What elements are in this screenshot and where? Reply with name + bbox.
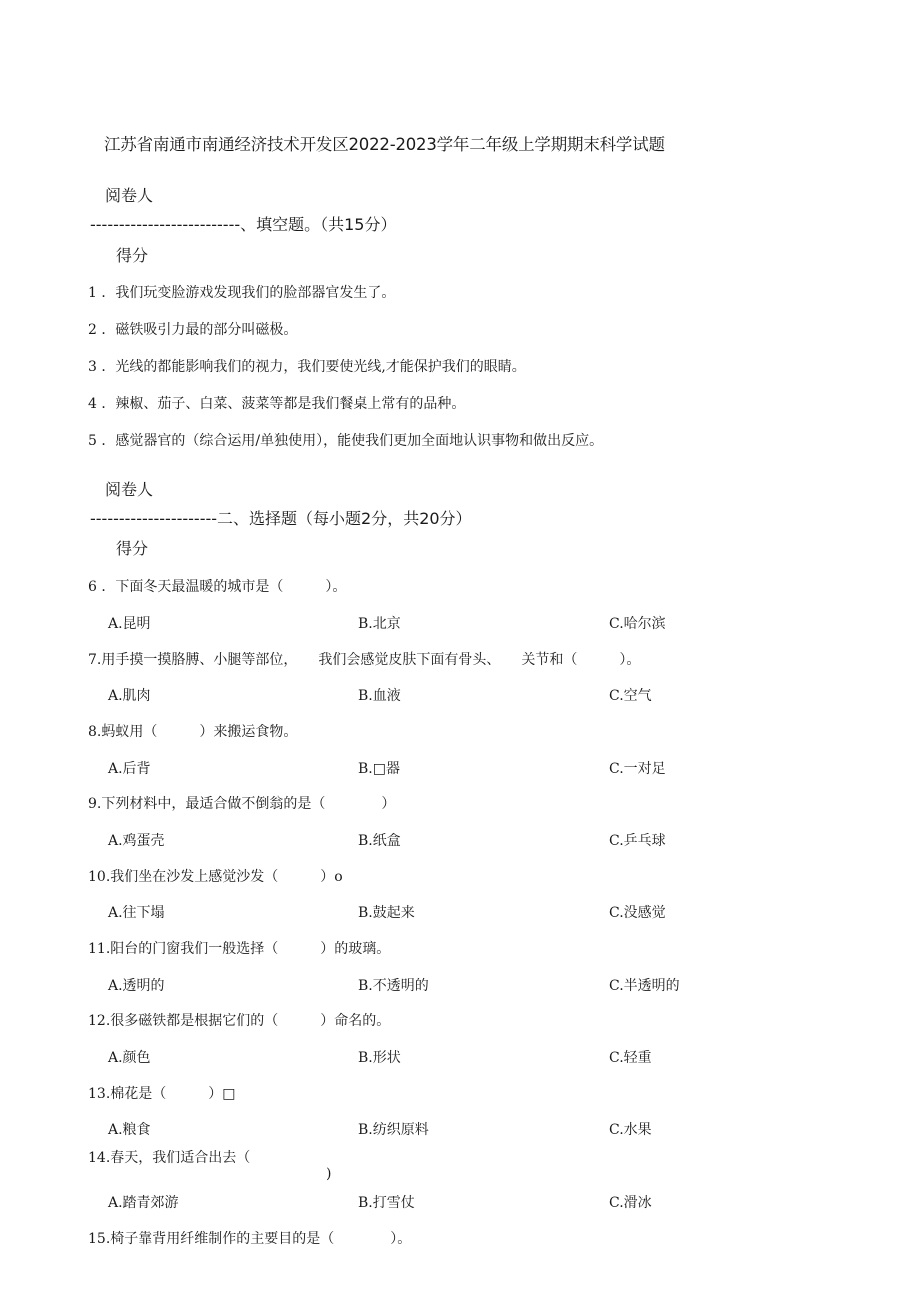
q10-option-c: C.没感觉 [609, 905, 666, 921]
q8-option-b: B.□器 [358, 761, 400, 777]
question-14: 14.春天，我们适合出去（ [88, 1150, 251, 1166]
q7-option-b: B.血液 [358, 688, 401, 704]
question-6: 6 ．下面冬天最温暖的城市是（ ）。 [88, 579, 347, 595]
question-13: 13.棉花是（ ）□ [88, 1086, 236, 1102]
q11-option-b: B.不透明的 [358, 978, 429, 994]
question-11: 11.阳台的门窗我们一般选择（ ）的玻璃。 [88, 941, 391, 957]
score-label-2: 得分 [116, 539, 149, 558]
q11-option-a: A.透明的 [108, 978, 165, 994]
score-label-1: 得分 [116, 246, 149, 265]
question-2: 2 ．磁铁吸引力最的部分叫磁极。 [88, 322, 298, 338]
question-7: 7.用手摸一摸胳膊、小腿等部位， 我们会感觉皮肤下面有骨头、 关节和（ ）。 [88, 652, 641, 668]
q14-option-a: A.踏青郊游 [108, 1195, 179, 1211]
q10-option-a: A.往下塌 [108, 905, 165, 921]
question-3: 3 ．光线的都能影响我们的视力，我们要使光线,才能保护我们的眼睛。 [88, 359, 526, 375]
q13-option-c: C.水果 [609, 1122, 652, 1138]
q9-option-c: C.乒乓球 [609, 833, 666, 849]
question-10: 10.我们坐在沙发上感觉沙发（ ）o [88, 869, 343, 885]
q7-option-c: C.空气 [609, 688, 652, 704]
question-15: 15.椅子靠背用纤维制作的主要目的是（ ）。 [88, 1231, 412, 1247]
q9-option-a: A.鸡蛋壳 [108, 833, 165, 849]
question-1: 1 ．我们玩变脸游戏发现我们的脸部器官发生了。 [88, 285, 396, 301]
section-heading-1: --------------------------、填空题。（共15分） [90, 215, 397, 234]
q8-option-a: A.后背 [108, 761, 151, 777]
q6-option-c: C.哈尔滨 [609, 616, 666, 632]
q12-option-c: C.轻重 [609, 1050, 652, 1066]
question-12: 12.很多磁铁都是根据它们的（ ）命名的。 [88, 1013, 391, 1029]
q13-option-b: B.纺织原料 [358, 1122, 429, 1138]
q11-option-c: C.半透明的 [609, 978, 680, 994]
question-14-close-paren: ) [326, 1166, 332, 1182]
q10-option-b: B.鼓起来 [358, 905, 415, 921]
q14-option-c: C.滑冰 [609, 1195, 652, 1211]
section-heading-2: ----------------------二、选择题（每小题2分，共20分） [90, 509, 472, 528]
page-title: 江苏省南通市南通经济技术开发区2022-2023学年二年级上学期期末科学试题 [104, 135, 665, 154]
question-9: 9.下列材料中，最适合做不倒翁的是（ ） [88, 796, 396, 812]
question-5: 5 ．感觉器官的（综合运用/单独使用），能使我们更加全面地认识事物和做出反应。 [88, 433, 604, 449]
reviewer-label-2: 阅卷人 [105, 480, 154, 499]
q12-option-b: B.形状 [358, 1050, 401, 1066]
q9-option-b: B.纸盒 [358, 833, 401, 849]
q14-option-b: B.打雪仗 [358, 1195, 415, 1211]
question-4: 4 ．辣椒、茄子、白菜、菠菜等都是我们餐桌上常有的品种。 [88, 396, 466, 412]
question-8: 8.蚂蚁用（ ）来搬运食物。 [88, 724, 298, 740]
q12-option-a: A.颜色 [108, 1050, 151, 1066]
reviewer-label-1: 阅卷人 [105, 186, 154, 205]
q6-option-a: A.昆明 [108, 616, 151, 632]
q6-option-b: B.北京 [358, 616, 401, 632]
q13-option-a: A.粮食 [108, 1122, 151, 1138]
q7-option-a: A.肌肉 [108, 688, 151, 704]
q8-option-c: C.一对足 [609, 761, 666, 777]
